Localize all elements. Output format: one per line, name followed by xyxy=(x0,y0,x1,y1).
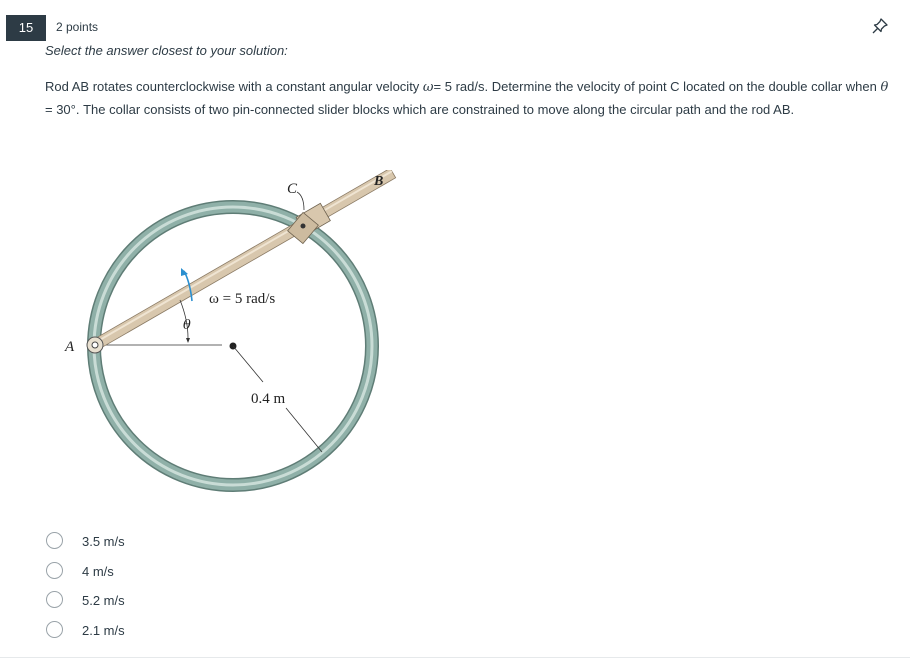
answer-option-label: 4 m/s xyxy=(82,563,114,579)
answer-option-label: 2.1 m/s xyxy=(82,622,125,638)
answer-option-label: 3.5 m/s xyxy=(82,534,125,549)
stem-part2: = 5 rad/s. Determine the velocity of point C located on the double collar when xyxy=(433,79,881,94)
radio-button[interactable] xyxy=(46,591,63,608)
theta-arrowhead xyxy=(186,338,190,343)
collar-pin xyxy=(301,224,306,229)
mechanism-diagram xyxy=(60,170,400,500)
label-a: A xyxy=(65,339,75,355)
pin-icon[interactable] xyxy=(870,16,890,36)
answer-option-label: 5.2 m/s xyxy=(82,593,125,608)
radio-button[interactable] xyxy=(46,532,63,549)
label-b: B xyxy=(374,174,384,189)
radius-line-lower xyxy=(286,408,322,452)
mechanism-figure xyxy=(60,170,400,500)
c-leader-line xyxy=(297,192,304,210)
stem-omega: ω xyxy=(422,80,434,95)
stem-part1: Rod AB rotates counterclockwise with a constant angular velocity xyxy=(45,79,423,94)
radius-line-upper xyxy=(233,346,263,382)
stem-part3: = 30°. The collar consists of two pin-connected slider blocks which are constrained to move along the circular path and the rod AB. xyxy=(45,101,795,117)
question-instruction: Select the answer closest to your solution: xyxy=(45,43,288,58)
question-points: 2 points xyxy=(56,20,99,34)
radio-button[interactable] xyxy=(46,621,63,638)
question-stem xyxy=(45,76,895,120)
divider xyxy=(0,657,910,658)
label-omega: ω = 5 rad/s xyxy=(209,291,276,307)
omega-arrowhead xyxy=(181,268,188,276)
label-radius: 0.4 m xyxy=(251,391,286,407)
label-c: C xyxy=(287,181,298,197)
stem-theta: θ xyxy=(880,80,889,95)
label-theta: θ xyxy=(183,318,191,333)
radio-button[interactable] xyxy=(46,562,63,579)
question-number: 15 xyxy=(6,15,46,41)
pin-a-inner xyxy=(92,342,98,348)
